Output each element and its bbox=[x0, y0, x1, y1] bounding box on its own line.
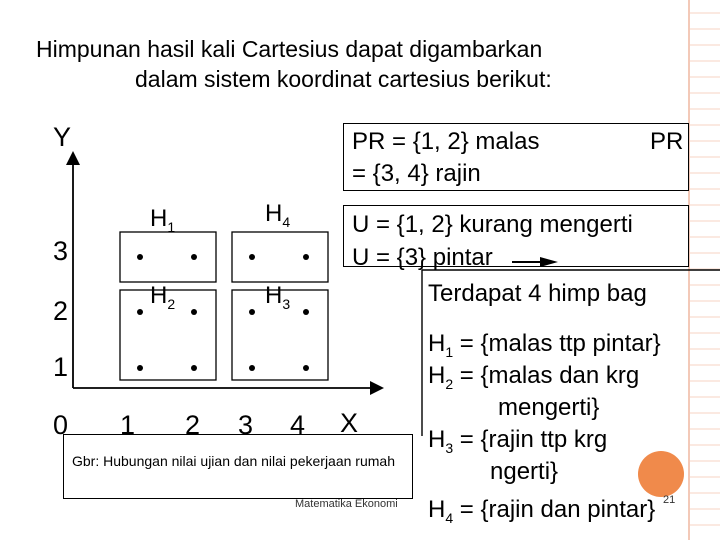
y-tick-label: 0 bbox=[53, 410, 69, 440]
x-axis-label: X bbox=[340, 408, 359, 438]
point bbox=[191, 254, 197, 260]
decorative-orange-circle bbox=[638, 451, 684, 497]
point bbox=[249, 309, 255, 315]
group-label-h4: $H_4$ bbox=[265, 200, 291, 230]
point bbox=[191, 309, 197, 315]
title-line-2: dalam sistem koordinat cartesius berikut: bbox=[135, 66, 552, 92]
point bbox=[303, 309, 309, 315]
group-label-h3: $H_3$ bbox=[265, 282, 291, 312]
relation-pr-line-2: = {3, 4} rajin bbox=[352, 160, 481, 187]
y-tick-label: 1 bbox=[53, 352, 69, 382]
summary-item-h2: $H_2$ = {malas dan krg bbox=[428, 362, 640, 392]
group-label-h1: $H_1$ bbox=[150, 205, 176, 235]
group-h4-rect bbox=[232, 232, 328, 282]
x-tick-label: 1 bbox=[120, 410, 136, 440]
point bbox=[191, 365, 197, 371]
group-h1-rect bbox=[120, 232, 216, 282]
point bbox=[137, 254, 143, 260]
x-axis-arrow bbox=[370, 381, 384, 395]
x-tick-label: 4 bbox=[290, 410, 306, 440]
relation-u-line-2: U = {3} pintar bbox=[352, 244, 493, 271]
relation-u-line-1: U = {1, 2} kurang mengerti bbox=[352, 211, 633, 238]
point bbox=[137, 309, 143, 315]
footer-text: Matematika Ekonomi bbox=[295, 498, 398, 510]
x-tick-label: 2 bbox=[185, 410, 201, 440]
point bbox=[303, 365, 309, 371]
relation-pr-line-1: PR = {1, 2} malas bbox=[352, 128, 540, 155]
figure-caption: Gbr: Hubungan nilai ujian dan nilai pekerjaan rumah bbox=[72, 453, 395, 469]
point bbox=[249, 365, 255, 371]
y-axis-arrow bbox=[66, 151, 80, 165]
points bbox=[137, 254, 309, 371]
summary-heading: Terdapat 4 himp bag bbox=[428, 280, 647, 307]
summary-item-h3: $H_3$ = {rajin ttp krg bbox=[428, 426, 608, 456]
y-tick-label: 3 bbox=[53, 236, 69, 266]
y-tick-label: 2 bbox=[53, 296, 69, 326]
x-tick-label: 3 bbox=[238, 410, 254, 440]
page-number: 21 bbox=[663, 494, 676, 506]
summary-item-h3-cont: ngerti} bbox=[490, 458, 559, 485]
relation-pr-line-1-right: PR bbox=[650, 128, 684, 155]
title-line-1: Himpunan hasil kali Cartesius dapat digambarkan bbox=[36, 36, 543, 62]
point bbox=[303, 254, 309, 260]
group-label-h2: $H_2$ bbox=[150, 282, 176, 312]
y-axis-label: Y bbox=[53, 122, 72, 152]
summary-item-h2-cont: mengerti} bbox=[498, 394, 600, 421]
point bbox=[249, 254, 255, 260]
summary-item-h4: $H_4$ = {rajin dan pintar} bbox=[428, 496, 656, 526]
summary-item-h1: $H_1$ = {malas ttp pintar} bbox=[428, 330, 661, 360]
point bbox=[137, 365, 143, 371]
